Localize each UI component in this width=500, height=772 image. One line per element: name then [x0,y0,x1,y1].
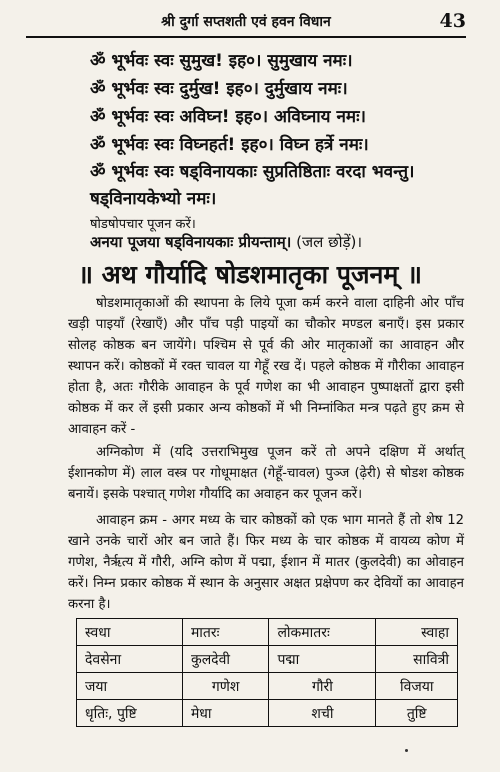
table-row [77,646,458,673]
speck-mark [405,749,408,752]
mantra-line: ॐ भूर्भवः स्वः सुमुख! इह०। सुमुखाय नमः। [90,51,353,71]
paragraph-text: अग्निकोण में (यदि उत्तराभिमुख पूजन करें तो अपने दक्षिण में अर्थात् ईशानकोण में) लाल वस्त्र पर गोधूमाक्षत (गेहूँ-चावल) पुञ्ज (ढ़ेरी) से षोडश कोष्ठक बनायें। इसके पश्चात् गणेश गौर्यादि का अवाहन कर पूजन करें। [68,445,464,502]
page-number: 43 [439,10,466,32]
table-cell: लोकमातरः [269,619,376,646]
table-cell: कुलदेवी [182,646,269,673]
instruction-text: षोडषोपचार पूजन करें। [90,217,196,232]
mantra-line: ॐ भूर्भवः स्वः अविघ्न! इह०। अविघ्नाय नमः। [90,107,366,127]
matrika-grid-table [76,618,458,727]
table-cell: सावित्री [376,646,458,673]
page-header [26,10,466,38]
table-cell: स्वधा [77,619,183,646]
table-row [77,619,458,646]
mantra-line: षड्विनायकेभ्यो नमः। [90,189,217,209]
table-row [77,673,458,700]
table-cell: गौरी [269,673,376,700]
header-title: श्री दुर्गा सप्तशती एवं हवन विधान [161,14,331,30]
table-cell: मातरः [182,619,269,646]
table-cell: मेधा [182,700,269,727]
table-row [77,700,458,727]
anaya-mantra: अनया पूजया षड्विनायकाः प्रीयन्ताम्। [90,233,292,251]
mantra-line: ॐ भूर्भवः स्वः दुर्मुख! इह०। दुर्मुखाय नमः। [90,79,348,99]
table-cell: देवसेना [77,646,183,673]
table-cell: पद्मा [269,646,376,673]
table-cell: जया [77,673,183,700]
paragraph-text: षोडशमातृकाओं की स्थापना के लिये पूजा कर्म करने वाला दाहिनी ओर पाँच खड़ी पाइयाँ (रेखाएँ) और पाँच पड़ी पाइयों का चौकोर मण्डल बनाएँ। इस प्रकार सोलह कोष्ठक बन जायेंगे। पश्चिम से पूर्व की ओर मातृकाओं का आवाहन और स्थापन करें। कोष्ठकों में रक्त चावल या गेहूँ रख दें। पहले कोष्ठक में गौरीका आवाहन होता है, अतः गौरीके आवाहन के पूर्व गणेश का भी आवाहन पुष्पाक्षतों द्वारा इसी कोष्ठक में कर लें इसी प्रकार अन्य कोष्ठकों में भी निम्नांकित मन्त्र पढ़ते हुए क्रम से आवाहन करें - [68,296,464,437]
table-cell: विजया [376,673,458,700]
paragraph [68,293,464,440]
paragraph-text: आवाहन क्रम - अगर मध्य के चार कोष्ठकों को एक भाग मानते हैं तो शेष 12 खाने उनके चारों ओर बन जाते हैं। फिर मध्य के चार कोष्ठक में वायव्य कोण में गणेश, नैर्ऋत्य में गौरी, अग्नि कोण में पद्मा, ईशान में मातर (कुलदेवी) का ओवाहन करें। निम्न प्रकार कोष्ठक में स्थान के अनुसार अक्षत प्रक्षेपण कर देवियों का आवाहन करना है। [68,513,464,612]
table-cell: तुष्टि [376,700,458,727]
table-cell: गणेश [182,673,269,700]
mantra-line: ॐ भूर्भवः स्वः षड्विनायकाः सुप्रतिष्ठिताः वरदा भवन्तु। [90,162,415,182]
anaya-note: (जल छोड़ें)। [296,233,363,251]
section-title: ॥ अथ गौर्यादि षोडशमातृका पूजनम् ॥ [77,260,423,289]
paragraph [68,442,464,505]
mantra-line: ॐ भूर्भवः स्वः विघ्नहर्त! इह०। विघ्न हर्त्रे नमः। [90,135,369,155]
table-cell: धृतिः, पुष्टि [77,700,183,727]
paragraph [68,510,464,615]
anaya-line [90,232,362,252]
table-cell: स्वाहा [376,619,458,646]
table-cell: शची [269,700,376,727]
